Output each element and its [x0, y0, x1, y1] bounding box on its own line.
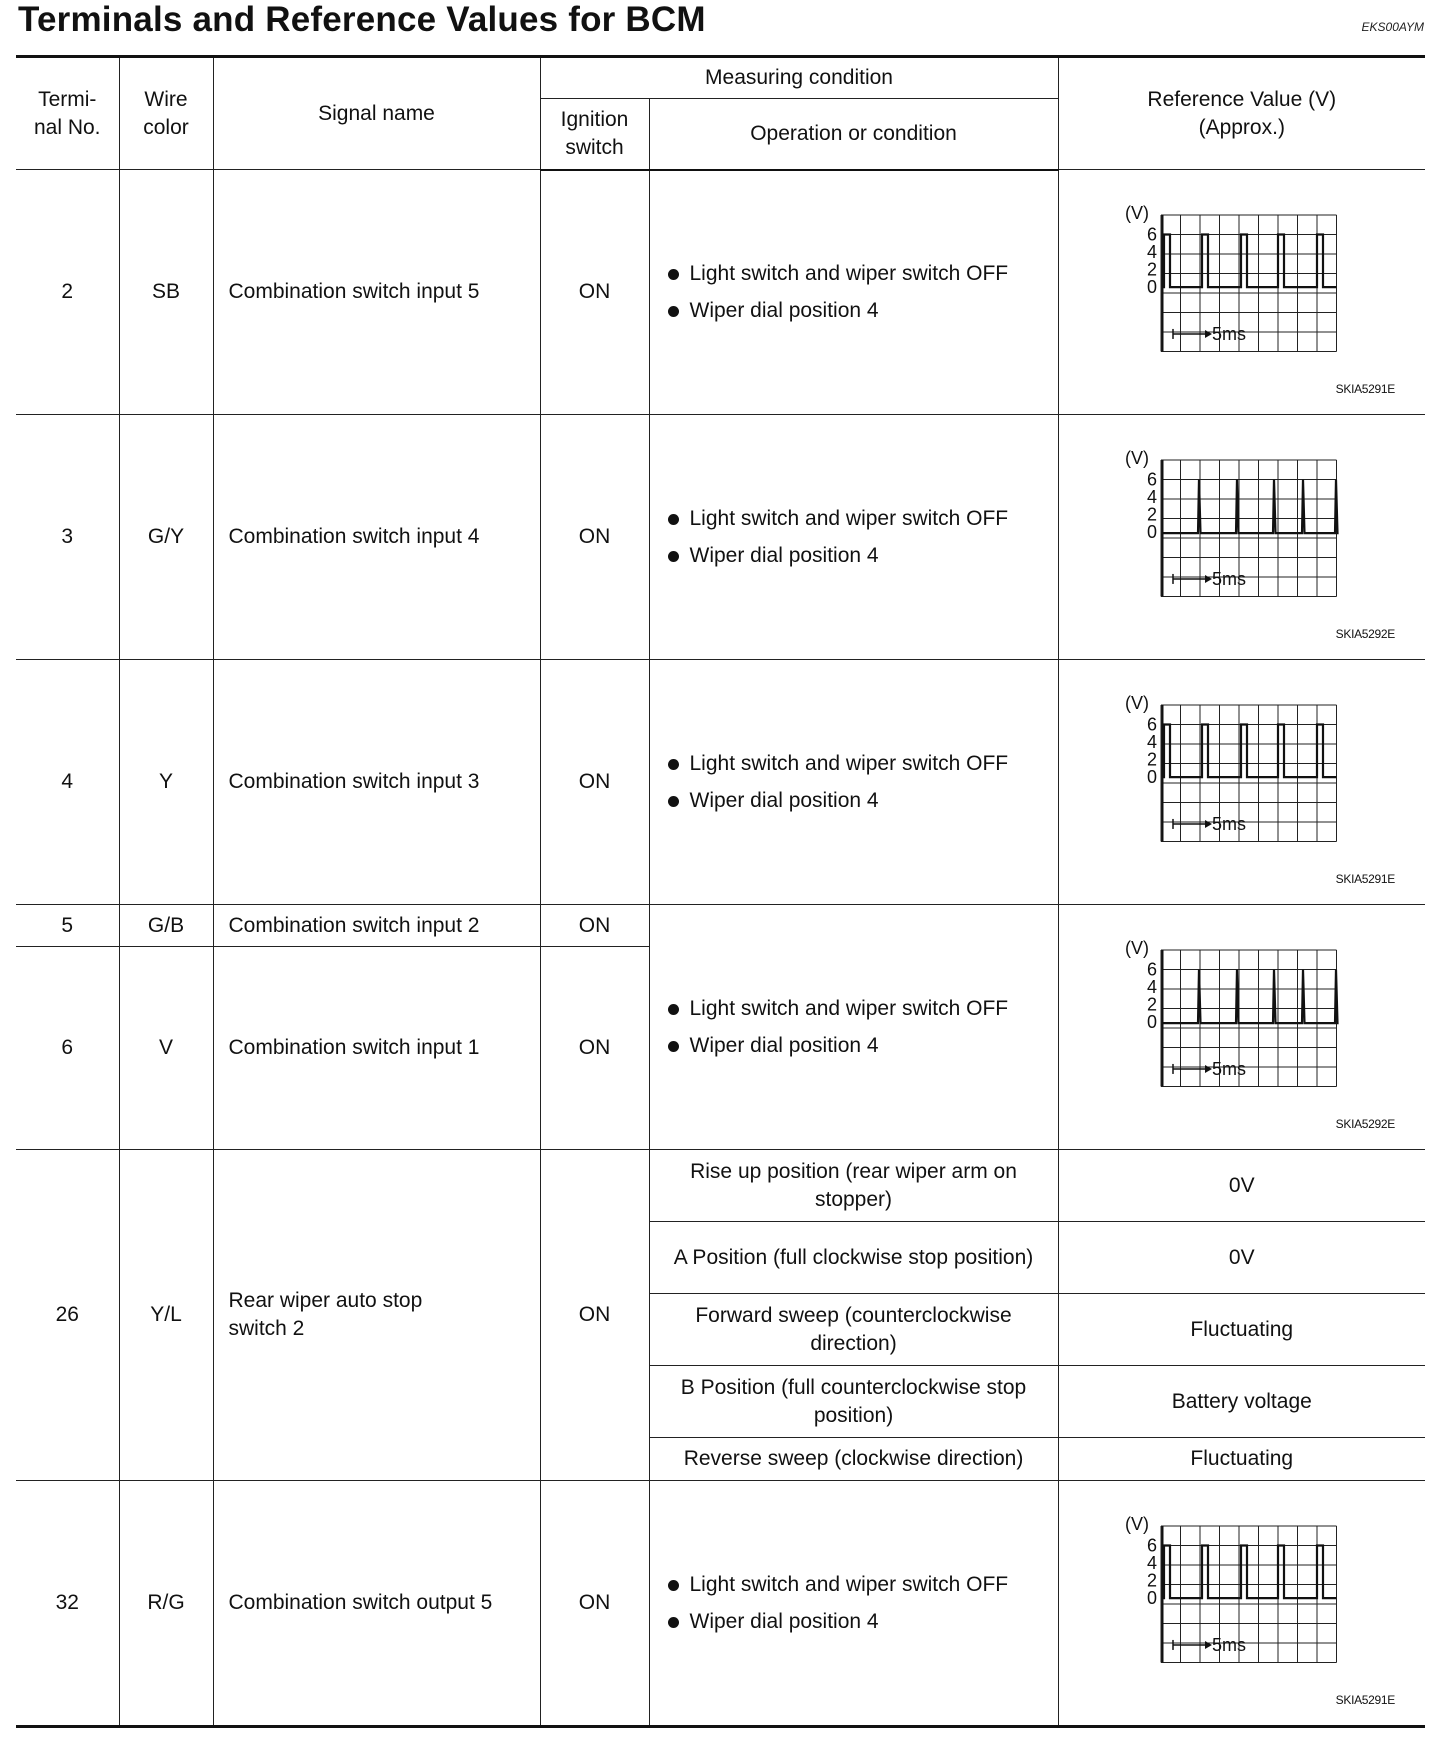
table-row: [16, 1150, 1425, 1222]
time-scale-arrow-icon: [1173, 1064, 1212, 1074]
signal-name: Combination switch input 1: [213, 947, 540, 1150]
reference-value: 0V: [1058, 1150, 1425, 1222]
ignition-state: ON: [540, 1150, 649, 1481]
header-operation: Operation or condition: [649, 99, 1058, 170]
y-unit-label: (V): [1124, 448, 1149, 468]
waveform-svg: [1119, 442, 1369, 627]
waveform-grid: [1161, 950, 1337, 1087]
y-tick-label: 4: [1146, 242, 1157, 263]
condition-item: Light switch and wiper switch OFF: [666, 500, 1052, 537]
header-terminal: Termi- nal No.: [16, 57, 119, 170]
terminal-no: 32: [16, 1481, 119, 1727]
signal-name: Combination switch input 5: [213, 170, 540, 415]
signal-name: Combination switch input 2: [213, 905, 540, 947]
waveform-grid: [1161, 705, 1337, 842]
ignition-state: ON: [540, 415, 649, 660]
terminal-no: 4: [16, 660, 119, 905]
terminal-no: 6: [16, 947, 119, 1150]
bullet-icon: [668, 759, 679, 770]
bullet-icon: [668, 1041, 679, 1052]
condition-item: Light switch and wiper switch OFF: [666, 990, 1052, 1027]
wire-color: V: [119, 947, 213, 1150]
condition-item: Wiper dial position 4: [666, 1603, 1052, 1640]
y-unit-label: (V): [1124, 1514, 1149, 1534]
reference-waveform-cell: [1058, 905, 1425, 1150]
waveform-trace: [1163, 480, 1338, 534]
terminal-no: 5: [16, 905, 119, 947]
time-scale-label: 5ms: [1211, 568, 1246, 589]
y-tick-label: 2: [1146, 1570, 1157, 1591]
time-scale-label: 5ms: [1211, 323, 1246, 344]
y-tick-label: 6: [1146, 1535, 1157, 1556]
y-unit-label: (V): [1124, 938, 1149, 958]
y-tick-label: 2: [1146, 749, 1157, 770]
y-tick-label: 0: [1146, 767, 1157, 788]
ignition-state: ON: [540, 905, 649, 947]
bullet-icon: [668, 269, 679, 280]
figure-code: SKIA5291E: [1335, 872, 1396, 886]
time-scale-arrow-icon: [1173, 329, 1212, 339]
y-tick-label: 2: [1146, 994, 1157, 1015]
y-tick-label: 6: [1146, 469, 1157, 490]
y-tick-label: 2: [1146, 259, 1157, 280]
operation-condition: Forward sweep (counterclockwise direction): [649, 1294, 1058, 1366]
wire-color: SB: [119, 170, 213, 415]
waveform-grid: [1161, 1526, 1337, 1663]
terminal-no: 2: [16, 170, 119, 415]
y-tick-label: 6: [1146, 224, 1157, 245]
time-scale-arrow-icon: [1173, 574, 1212, 584]
condition-list: [649, 660, 1058, 905]
bullet-icon: [668, 514, 679, 525]
waveform-trace: [1163, 235, 1337, 288]
time-scale-arrow-icon: [1173, 1640, 1212, 1650]
y-unit-label: (V): [1124, 693, 1149, 713]
waveform-svg: [1119, 197, 1369, 382]
signal-name: Combination switch input 4: [213, 415, 540, 660]
bullet-icon: [668, 1004, 679, 1015]
time-scale-label: 5ms: [1211, 1058, 1246, 1079]
y-tick-label: 6: [1146, 714, 1157, 735]
wire-color: R/G: [119, 1481, 213, 1727]
waveform-svg: [1119, 1508, 1369, 1693]
figure-code: SKIA5291E: [1335, 1693, 1396, 1707]
y-tick-label: 2: [1146, 504, 1157, 525]
waveform-grid: [1161, 215, 1337, 352]
figure-code: SKIA5291E: [1335, 382, 1396, 396]
terminal-no: 3: [16, 415, 119, 660]
reference-value: Battery voltage: [1058, 1366, 1425, 1438]
figure-code: SKIA5292E: [1335, 1117, 1396, 1131]
table-row: [16, 905, 1425, 947]
header-reference-value: Reference Value (V) (Approx.): [1058, 57, 1425, 170]
table-row: [16, 1481, 1425, 1727]
condition-item: Light switch and wiper switch OFF: [666, 1566, 1052, 1603]
wire-color: Y: [119, 660, 213, 905]
waveform-trace: [1163, 725, 1337, 778]
table-row: [16, 415, 1425, 660]
reference-value: 0V: [1058, 1222, 1425, 1294]
waveform-svg: [1119, 932, 1369, 1117]
reference-value: Fluctuating: [1058, 1294, 1425, 1366]
condition-list: [649, 905, 1058, 1150]
ignition-state: ON: [540, 660, 649, 905]
bullet-icon: [668, 796, 679, 807]
bullet-icon: [668, 1617, 679, 1628]
y-tick-label: 4: [1146, 487, 1157, 508]
operation-condition: A Position (full clockwise stop position): [649, 1222, 1058, 1294]
ignition-state: ON: [540, 947, 649, 1150]
y-tick-label: 0: [1146, 1588, 1157, 1609]
signal-name: Combination switch input 3: [213, 660, 540, 905]
y-tick-label: 4: [1146, 977, 1157, 998]
y-unit-label: (V): [1124, 203, 1149, 223]
time-scale-arrow-icon: [1173, 819, 1212, 829]
waveform-trace: [1163, 1546, 1337, 1599]
header-wire-color: Wire color: [119, 57, 213, 170]
header-ignition-switch: Ignition switch: [540, 99, 649, 170]
terminal-no: 26: [16, 1150, 119, 1481]
bullet-icon: [668, 306, 679, 317]
bullet-icon: [668, 1580, 679, 1591]
condition-list: [649, 415, 1058, 660]
ignition-state: ON: [540, 1481, 649, 1727]
reference-waveform-cell: [1058, 415, 1425, 660]
y-tick-label: 4: [1146, 1553, 1157, 1574]
header-measuring-condition: Measuring condition: [540, 57, 1058, 99]
condition-list: [649, 1481, 1058, 1727]
y-tick-label: 0: [1146, 277, 1157, 298]
wire-color: G/B: [119, 905, 213, 947]
waveform-trace: [1163, 970, 1338, 1024]
ignition-state: ON: [540, 170, 649, 415]
time-scale-label: 5ms: [1211, 1634, 1246, 1655]
y-tick-label: 6: [1146, 959, 1157, 980]
reference-value: Fluctuating: [1058, 1438, 1425, 1481]
operation-condition: B Position (full counterclockwise stop position): [649, 1366, 1058, 1438]
table-row: [16, 660, 1425, 905]
signal-name: Rear wiper auto stop switch 2: [213, 1150, 540, 1481]
y-tick-label: 0: [1146, 1012, 1157, 1033]
signal-name: Combination switch output 5: [213, 1481, 540, 1727]
y-tick-label: 0: [1146, 522, 1157, 543]
wire-color: G/Y: [119, 415, 213, 660]
page-title: Terminals and Reference Values for BCM: [18, 0, 706, 39]
condition-item: Wiper dial position 4: [666, 292, 1052, 329]
operation-condition: Reverse sweep (clockwise direction): [649, 1438, 1058, 1481]
condition-item: Wiper dial position 4: [666, 782, 1052, 819]
bullet-icon: [668, 551, 679, 562]
document-code: EKS00AYM: [1361, 20, 1424, 34]
wire-color: Y/L: [119, 1150, 213, 1481]
reference-table: [16, 55, 1425, 1728]
condition-item: Wiper dial position 4: [666, 1027, 1052, 1064]
figure-code: SKIA5292E: [1335, 627, 1396, 641]
operation-condition: Rise up position (rear wiper arm on stopper): [649, 1150, 1058, 1222]
condition-item: Light switch and wiper switch OFF: [666, 255, 1052, 292]
waveform-grid: [1161, 460, 1337, 597]
reference-waveform-cell: [1058, 660, 1425, 905]
y-tick-label: 4: [1146, 732, 1157, 753]
table-row: [16, 170, 1425, 415]
reference-waveform-cell: [1058, 170, 1425, 415]
condition-item: Wiper dial position 4: [666, 537, 1052, 574]
waveform-svg: [1119, 687, 1369, 872]
time-scale-label: 5ms: [1211, 813, 1246, 834]
reference-waveform-cell: [1058, 1481, 1425, 1727]
condition-item: Light switch and wiper switch OFF: [666, 745, 1052, 782]
condition-list: [649, 170, 1058, 415]
header-signal-name: Signal name: [213, 57, 540, 170]
